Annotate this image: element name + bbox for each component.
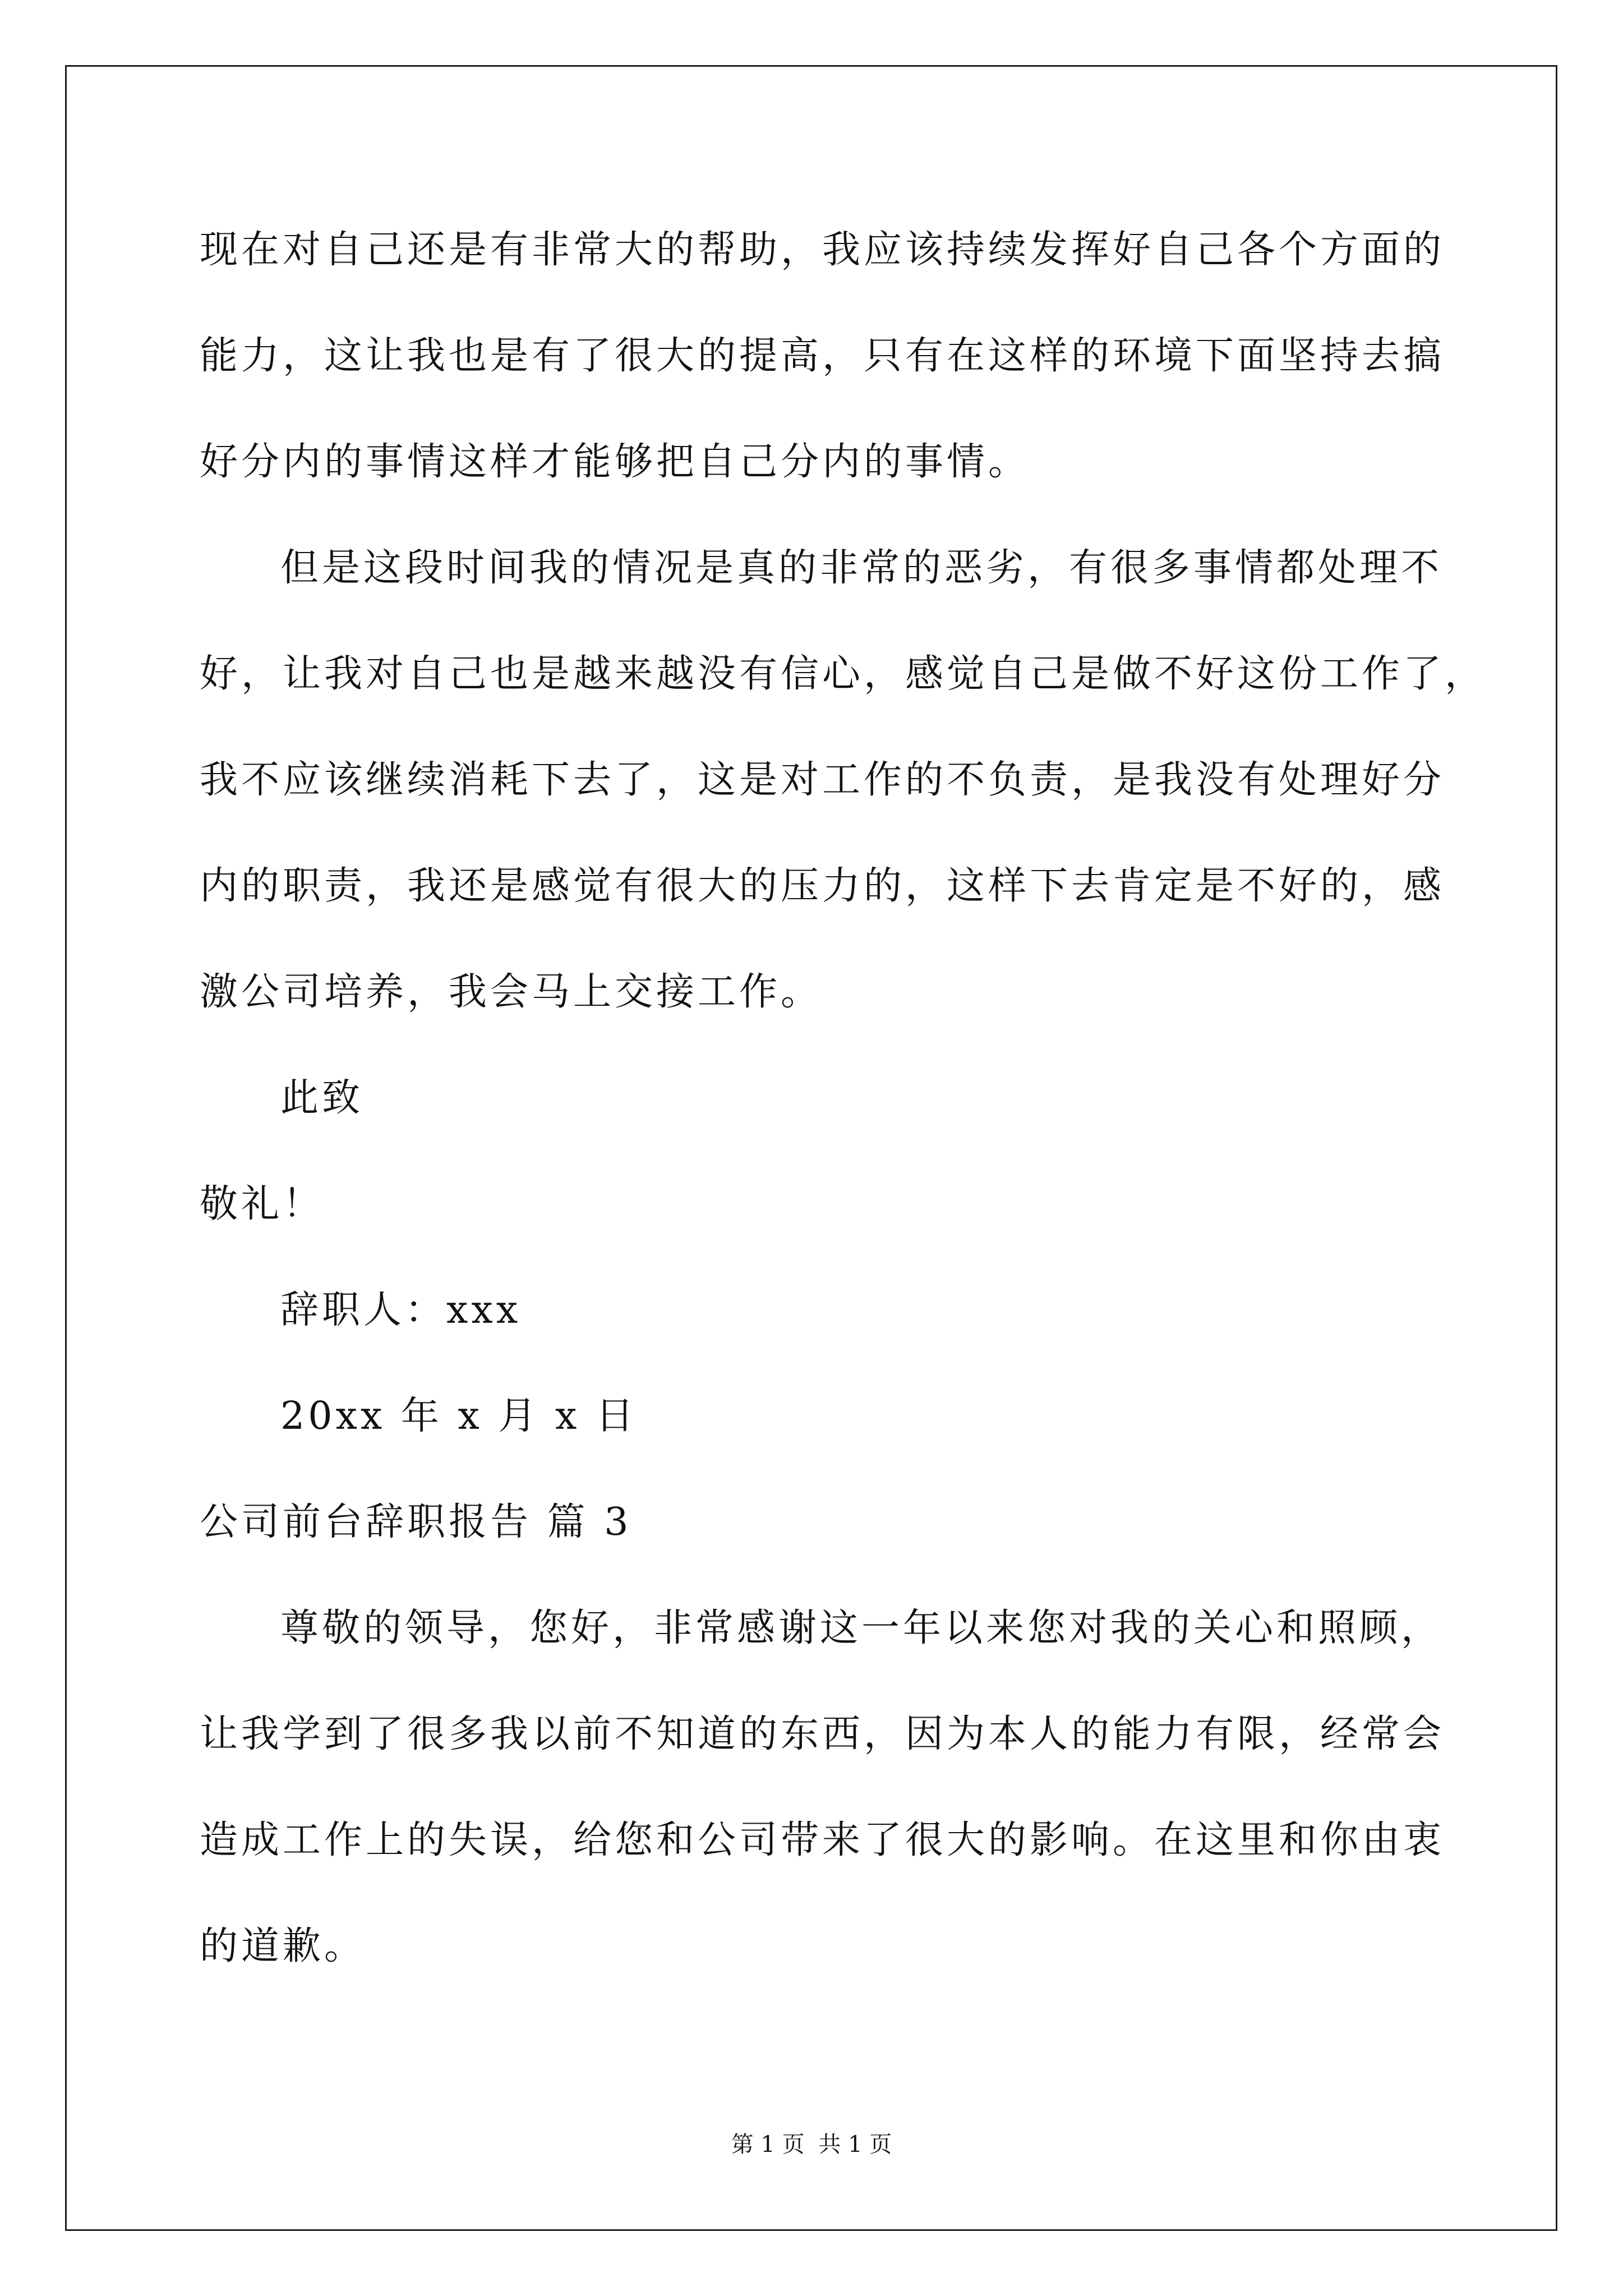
text-line: 但是这段时间我的情况是真的非常的恶劣，有很多事情都处理不	[280, 546, 1443, 590]
page-footer	[0, 2131, 1623, 2159]
section-heading: 公司前台辞职报告 篇 3	[200, 1500, 632, 1544]
text-line: 内的职责，我还是感觉有很大的压力的，这样下去肯定是不好的，感	[200, 864, 1445, 908]
closing-salutation: 此致	[280, 1076, 364, 1120]
text-line: 现在对自己还是有非常大的帮助，我应该持续发挥好自己各个方面的	[200, 228, 1445, 272]
text-line: 让我学到了很多我以前不知道的东西，因为本人的能力有限，经常会	[200, 1712, 1445, 1756]
page-frame	[65, 65, 1557, 2231]
text-line: 激公司培养，我会马上交接工作。	[200, 970, 823, 1014]
closing-regards: 敬礼！	[200, 1182, 325, 1226]
text-line: 能力，这让我也是有了很大的提高，只有在这样的环境下面坚持去搞	[200, 334, 1445, 378]
text-line: 造成工作上的失误，给您和公司带来了很大的影响。在这里和你由衷	[200, 1818, 1445, 1862]
signatory: 辞职人：xxx	[280, 1288, 522, 1332]
page-number: 第 1 页	[731, 2132, 805, 2157]
text-line: 我不应该继续消耗下去了，这是对工作的不负责，是我没有处理好分	[200, 758, 1445, 802]
text-line: 尊敬的领导，您好，非常感谢这一年以来您对我的关心和照顾，	[280, 1606, 1443, 1650]
text-line: 好分内的事情这样才能够把自己分内的事情。	[200, 440, 1030, 484]
text-line: 的道歉。	[200, 1924, 366, 1968]
text-line: 好，让我对自己也是越来越没有信心，感觉自己是做不好这份工作了，	[200, 652, 1487, 696]
date-line: 20xx 年 x 月 x 日	[280, 1394, 638, 1438]
page-total: 共 1 页	[818, 2132, 892, 2157]
